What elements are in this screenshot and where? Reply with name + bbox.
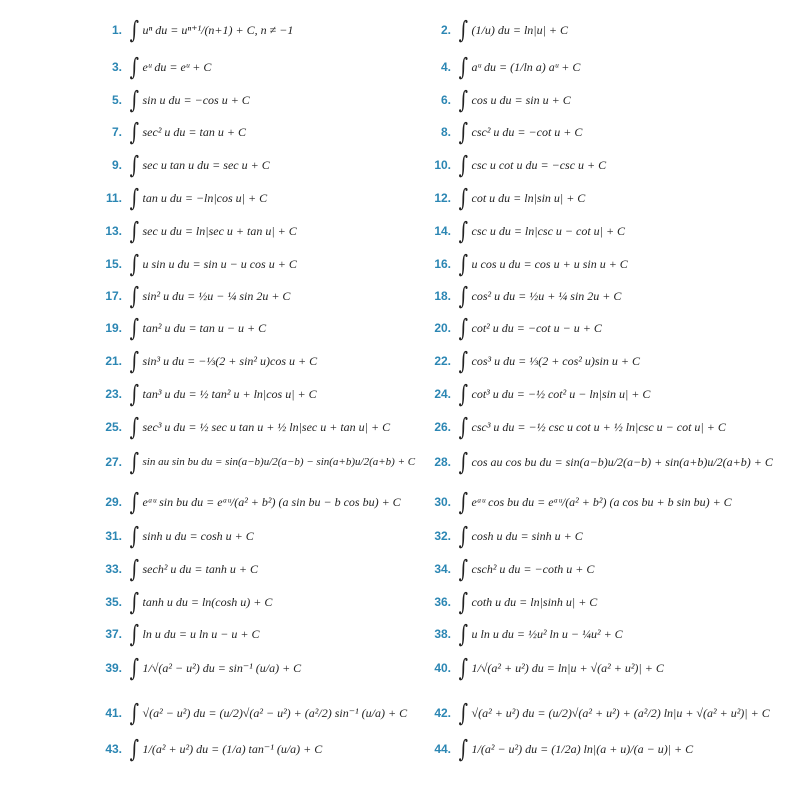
- formula-row: [425, 83, 571, 117]
- formula-number: 24.: [434, 387, 451, 401]
- integral-sign-icon: ∫: [129, 53, 139, 81]
- formula-expression: [457, 737, 693, 761]
- integral-sign-icon: ∫: [458, 184, 468, 212]
- formula-number: 4.: [440, 60, 451, 74]
- formula-number: 18.: [434, 289, 451, 303]
- integral-sign-icon: ∫: [129, 151, 139, 179]
- formula-text: sech² u du = tanh u + C: [142, 561, 258, 576]
- formula-text: tan u du = −ln|cos u| + C: [142, 190, 268, 205]
- integral-sign-icon: ∫: [458, 314, 468, 342]
- integral-sign-icon: ∫: [129, 347, 139, 375]
- formula-expression: [128, 701, 407, 725]
- formula-expression: [128, 656, 301, 680]
- integral-sign-icon: ∫: [458, 654, 468, 682]
- formula-expression: [128, 590, 272, 614]
- formula-number: 40.: [434, 661, 451, 675]
- formula-row: [96, 485, 401, 519]
- formula-row: [425, 181, 585, 215]
- formula-row: [425, 344, 640, 378]
- formula-text: tanh u du = ln(cosh u) + C: [142, 594, 273, 609]
- integral-sign-icon: ∫: [129, 250, 139, 278]
- formula-number: 39.: [105, 661, 122, 675]
- integral-sign-icon: ∫: [129, 654, 139, 682]
- formula-row: [425, 445, 773, 479]
- formula-text: uⁿ du = uⁿ⁺¹/(n+1) + C, n ≠ −1: [142, 22, 294, 37]
- integral-sign-icon: ∫: [129, 217, 139, 245]
- formula-text: cos³ u du = ⅓(2 + cos² u)sin u + C: [471, 353, 640, 368]
- formula-row: [96, 732, 322, 766]
- formula-expression: [457, 316, 602, 340]
- formula-text: 1/(a² + u²) du = (1/a) tan⁻¹ (u/a) + C: [142, 741, 323, 756]
- formula-number: 7.: [111, 125, 122, 139]
- formula-expression: [457, 450, 773, 474]
- integral-sign-icon: ∫: [458, 699, 468, 727]
- formula-expression: [457, 153, 606, 177]
- formula-row: [425, 651, 664, 685]
- formula-expression: [457, 18, 568, 42]
- formula-expression: [128, 557, 258, 581]
- formula-row: [425, 13, 568, 47]
- formula-text: csc³ u du = −½ csc u cot u + ½ ln|csc u − cot u| + C: [471, 419, 726, 434]
- formula-expression: [128, 737, 322, 761]
- formula-row: [96, 617, 259, 651]
- formula-expression: [457, 415, 726, 439]
- formula-expression: [457, 590, 597, 614]
- formula-text: csc u du = ln|csc u − cot u| + C: [471, 223, 626, 238]
- formula-row: [425, 247, 628, 281]
- formula-number: 23.: [105, 387, 122, 401]
- formula-number: 8.: [440, 125, 451, 139]
- formula-expression: [457, 701, 770, 725]
- formula-number: 15.: [105, 257, 122, 271]
- integral-sign-icon: ∫: [129, 184, 139, 212]
- formula-expression: [128, 219, 297, 243]
- formula-row: [425, 50, 580, 84]
- formula-text: cos u du = sin u + C: [471, 92, 571, 107]
- formula-text: cosh u du = sinh u + C: [471, 528, 583, 543]
- formula-text: 1/(a² − u²) du = (1/2a) ln|(a + u)/(a − u)| + C: [471, 741, 694, 756]
- formula-text: sinh u du = cosh u + C: [142, 528, 254, 543]
- formula-row: [425, 377, 650, 411]
- integral-sign-icon: ∫: [458, 86, 468, 114]
- formula-text: eᵃᵘ cos bu du = eᵃᵘ/(a² + b²) (a cos bu + b sin bu) + C: [471, 494, 732, 509]
- integral-sign-icon: ∫: [458, 151, 468, 179]
- formula-row: [96, 83, 250, 117]
- formula-number: 26.: [434, 420, 451, 434]
- integral-sign-icon: ∫: [129, 620, 139, 648]
- formula-row: [425, 148, 606, 182]
- formula-expression: [128, 490, 401, 514]
- formula-row: [96, 181, 267, 215]
- formula-number: 30.: [434, 495, 451, 509]
- integral-sign-icon: ∫: [458, 250, 468, 278]
- formula-expression: [128, 382, 317, 406]
- formula-row: [96, 651, 301, 685]
- integral-sign-icon: ∫: [458, 16, 468, 44]
- formula-number: 29.: [105, 495, 122, 509]
- formula-text: csc u cot u du = −csc u + C: [471, 157, 607, 172]
- formula-text: u ln u du = ½u² ln u − ¼u² + C: [471, 626, 623, 641]
- formula-row: [425, 585, 597, 619]
- formula-expression: [128, 252, 297, 276]
- formula-expression: [457, 284, 621, 308]
- formula-row: [425, 552, 594, 586]
- formula-number: 17.: [105, 289, 122, 303]
- formula-expression: [128, 186, 267, 210]
- formula-expression: [128, 450, 415, 474]
- formula-number: 44.: [434, 742, 451, 756]
- formula-text: sin au sin bu du = sin(a−b)u/2(a−b) − sin(a+b)u/2(a+b) + C: [142, 456, 416, 468]
- formula-number: 20.: [434, 321, 451, 335]
- integral-sign-icon: ∫: [129, 735, 139, 763]
- formula-expression: [128, 524, 254, 548]
- formula-number: 19.: [105, 321, 122, 335]
- formula-row: [425, 410, 726, 444]
- formula-text: 1/√(a² − u²) du = sin⁻¹ (u/a) + C: [142, 660, 302, 675]
- formula-number: 12.: [434, 191, 451, 205]
- formula-expression: [128, 120, 246, 144]
- formula-number: 35.: [105, 595, 122, 609]
- formula-expression: [457, 120, 582, 144]
- formula-text: (1/u) du = ln|u| + C: [471, 22, 568, 37]
- formula-row: [425, 279, 621, 313]
- formula-expression: [128, 153, 270, 177]
- formula-number: 33.: [105, 562, 122, 576]
- integral-sign-icon: ∫: [129, 488, 139, 516]
- formula-expression: [128, 88, 250, 112]
- integral-sign-icon: ∫: [458, 555, 468, 583]
- formula-expression: [128, 55, 211, 79]
- integral-sign-icon: ∫: [458, 118, 468, 146]
- formula-row: [425, 115, 582, 149]
- integral-sign-icon: ∫: [458, 522, 468, 550]
- formula-expression: [457, 656, 664, 680]
- formula-number: 2.: [440, 23, 451, 37]
- integral-sign-icon: ∫: [458, 620, 468, 648]
- integral-sign-icon: ∫: [129, 588, 139, 616]
- formula-expression: [457, 219, 625, 243]
- formula-row: [425, 696, 770, 730]
- formula-text: √(a² + u²) du = (u/2)√(a² + u²) + (a²/2) ln|u + √(a² + u²)| + C: [471, 705, 770, 720]
- formula-number: 41.: [105, 706, 122, 720]
- integral-sign-icon: ∫: [129, 555, 139, 583]
- formula-text: csch² u du = −coth u + C: [471, 561, 595, 576]
- formula-expression: [128, 316, 266, 340]
- formula-number: 6.: [440, 93, 451, 107]
- integral-sign-icon: ∫: [458, 347, 468, 375]
- formula-text: sec³ u du = ½ sec u tan u + ½ ln|sec u + tan u| + C: [142, 419, 391, 434]
- formula-row: [96, 311, 266, 345]
- formula-text: sin u du = −cos u + C: [142, 92, 250, 107]
- integral-sign-icon: ∫: [458, 488, 468, 516]
- formula-number: 36.: [434, 595, 451, 609]
- formula-row: [96, 247, 297, 281]
- formula-text: 1/√(a² + u²) du = ln|u + √(a² + u²)| + C: [471, 660, 664, 675]
- formula-row: [96, 50, 211, 84]
- formula-number: 38.: [434, 627, 451, 641]
- formula-row: [425, 732, 693, 766]
- formula-number: 1.: [111, 23, 122, 37]
- formula-expression: [128, 622, 259, 646]
- formula-text: sec u tan u du = sec u + C: [142, 157, 270, 172]
- formula-text: aᵘ du = (1/ln a) aᵘ + C: [471, 59, 581, 74]
- formula-text: cot² u du = −cot u − u + C: [471, 320, 602, 335]
- integral-sign-icon: ∫: [129, 282, 139, 310]
- formula-row: [96, 410, 390, 444]
- formula-row: [96, 344, 317, 378]
- integral-sign-icon: ∫: [129, 448, 139, 476]
- formula-row: [96, 214, 297, 248]
- integral-sign-icon: ∫: [458, 282, 468, 310]
- integral-sign-icon: ∫: [129, 118, 139, 146]
- integral-sign-icon: ∫: [129, 380, 139, 408]
- formula-text: tan² u du = tan u − u + C: [142, 320, 267, 335]
- formula-number: 25.: [105, 420, 122, 434]
- formula-expression: [457, 557, 594, 581]
- integral-sign-icon: ∫: [129, 86, 139, 114]
- formula-text: sin² u du = ½u − ¼ sin 2u + C: [142, 288, 291, 303]
- formula-number: 16.: [434, 257, 451, 271]
- integral-sign-icon: ∫: [129, 413, 139, 441]
- formula-number: 32.: [434, 529, 451, 543]
- formula-number: 28.: [434, 455, 451, 469]
- formula-row: [96, 279, 290, 313]
- formula-number: 21.: [105, 354, 122, 368]
- formula-number: 42.: [434, 706, 451, 720]
- integral-sign-icon: ∫: [129, 522, 139, 550]
- formula-expression: [457, 55, 580, 79]
- integral-sign-icon: ∫: [458, 53, 468, 81]
- formula-row: [96, 696, 407, 730]
- formula-text: cos au cos bu du = sin(a−b)u/2(a−b) + sin(a+b)u/2(a+b) + C: [471, 454, 773, 469]
- formula-number: 13.: [105, 224, 122, 238]
- integral-sign-icon: ∫: [129, 16, 139, 44]
- formula-row: [96, 519, 254, 553]
- formula-row: [96, 445, 415, 479]
- formula-expression: [457, 524, 583, 548]
- formula-text: eᵃᵘ sin bu du = eᵃᵘ/(a² + b²) (a sin bu − b cos bu) + C: [142, 494, 401, 509]
- formula-text: sin³ u du = −⅓(2 + sin² u)cos u + C: [142, 353, 318, 368]
- integral-sign-icon: ∫: [458, 588, 468, 616]
- formula-text: u sin u du = sin u − u cos u + C: [142, 256, 297, 271]
- formula-text: tan³ u du = ½ tan² u + ln|cos u| + C: [142, 386, 317, 401]
- formula-row: [425, 617, 623, 651]
- integral-sign-icon: ∫: [129, 314, 139, 342]
- formula-row: [425, 214, 625, 248]
- formula-row: [425, 485, 732, 519]
- formula-row: [96, 552, 258, 586]
- formula-text: cos² u du = ½u + ¼ sin 2u + C: [471, 288, 622, 303]
- formula-row: [96, 377, 317, 411]
- formula-expression: [457, 186, 585, 210]
- integral-sign-icon: ∫: [458, 380, 468, 408]
- formula-expression: [457, 622, 623, 646]
- integral-sign-icon: ∫: [458, 448, 468, 476]
- formula-text: coth u du = ln|sinh u| + C: [471, 594, 598, 609]
- formula-expression: [457, 252, 628, 276]
- integral-sign-icon: ∫: [458, 217, 468, 245]
- formula-expression: [128, 349, 317, 373]
- formula-number: 14.: [434, 224, 451, 238]
- formula-text: csc² u du = −cot u + C: [471, 124, 583, 139]
- formula-expression: [128, 18, 293, 42]
- formula-text: eᵘ du = eᵘ + C: [142, 59, 212, 74]
- formula-number: 43.: [105, 742, 122, 756]
- integral-sign-icon: ∫: [458, 735, 468, 763]
- formula-expression: [457, 349, 640, 373]
- formula-text: sec² u du = tan u + C: [142, 124, 246, 139]
- formula-row: [96, 13, 293, 47]
- formula-number: 22.: [434, 354, 451, 368]
- formula-text: u cos u du = cos u + u sin u + C: [471, 256, 628, 271]
- formula-expression: [128, 415, 390, 439]
- formula-expression: [457, 88, 571, 112]
- formula-text: cot u du = ln|sin u| + C: [471, 190, 586, 205]
- formula-row: [425, 519, 583, 553]
- formula-number: 3.: [111, 60, 122, 74]
- formula-number: 27.: [105, 455, 122, 469]
- formula-text: cot³ u du = −½ cot² u − ln|sin u| + C: [471, 386, 651, 401]
- formula-number: 37.: [105, 627, 122, 641]
- formula-row: [425, 311, 602, 345]
- formula-expression: [457, 490, 732, 514]
- formula-row: [96, 115, 246, 149]
- formula-row: [96, 148, 270, 182]
- integral-sign-icon: ∫: [458, 413, 468, 441]
- formula-expression: [128, 284, 290, 308]
- formula-number: 11.: [105, 191, 122, 205]
- formula-number: 9.: [111, 158, 122, 172]
- formula-text: sec u du = ln|sec u + tan u| + C: [142, 223, 297, 238]
- formula-number: 10.: [434, 158, 451, 172]
- formula-text: ln u du = u ln u − u + C: [142, 626, 260, 641]
- formula-row: [96, 585, 272, 619]
- formula-number: 34.: [434, 562, 451, 576]
- formula-expression: [457, 382, 650, 406]
- integral-sign-icon: ∫: [129, 699, 139, 727]
- formula-number: 5.: [111, 93, 122, 107]
- formula-number: 31.: [105, 529, 122, 543]
- formula-text: √(a² − u²) du = (u/2)√(a² − u²) + (a²/2) sin⁻¹ (u/a) + C: [142, 705, 408, 720]
